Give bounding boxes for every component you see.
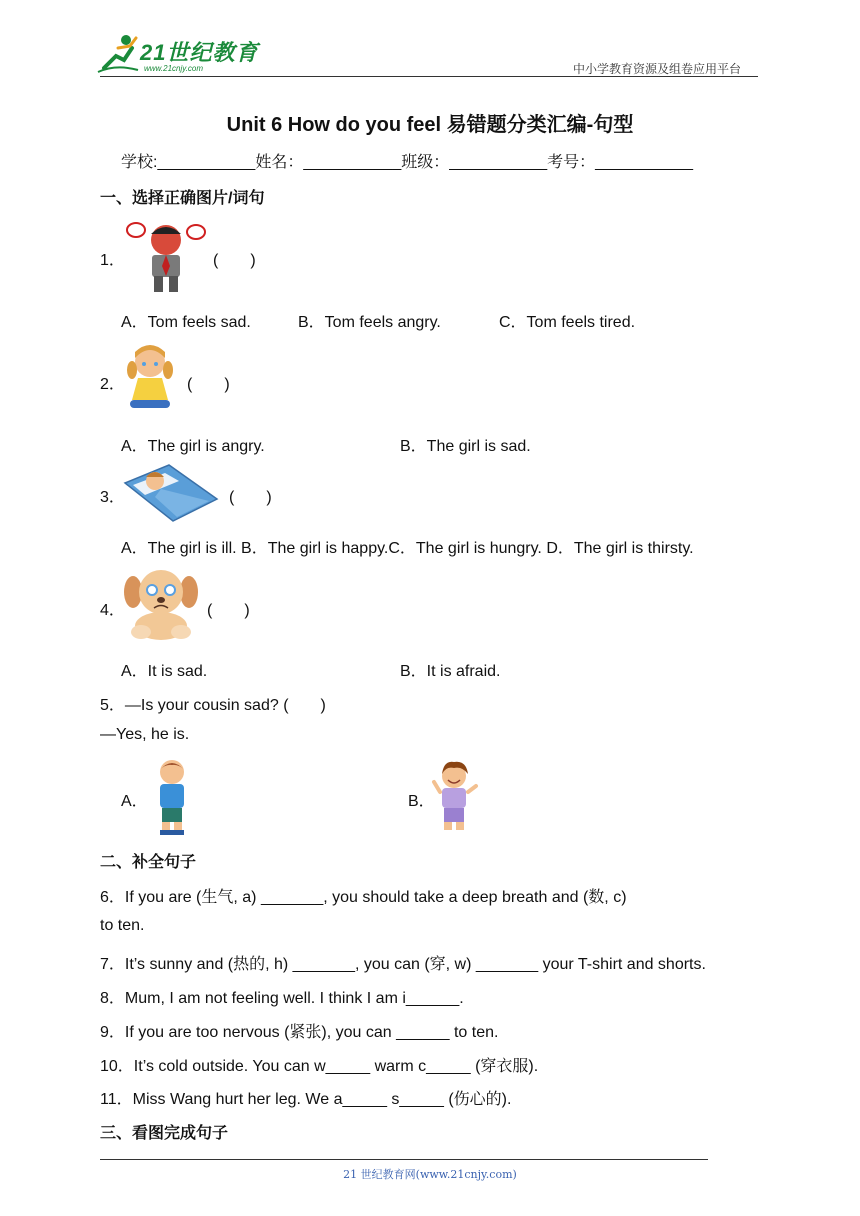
q2-answer-blank[interactable]: ( ) (187, 376, 230, 393)
section-2-heading: 二、补全句子 (100, 854, 197, 871)
crying-girl-icon (124, 342, 180, 414)
q2-number: 2． (100, 376, 125, 393)
q7[interactable]: 7．It’s sunny and (热的, h) _______, you can (穿, w) _______ your T-shirt and shorts. (100, 956, 706, 973)
logo-runner-icon (96, 34, 140, 76)
q4-option-a[interactable]: A．It is sad. (121, 663, 208, 680)
q3-answer-blank[interactable]: ( ) (229, 489, 272, 506)
q1-option-c[interactable]: C．Tom feels tired. (499, 314, 636, 331)
header-divider (100, 76, 758, 77)
page-title: Unit 6 How do you feel 易错题分类汇编-句型 (226, 114, 634, 136)
footer-text: 21 世纪教育网(www.21cnjy.com) (343, 1168, 517, 1181)
q4-answer-blank[interactable]: ( ) (207, 602, 250, 619)
sad-boy-icon (151, 758, 193, 836)
q6-line-1[interactable]: 6．If you are (生气, a) _______, you should take a deep breath and (数, c) (100, 889, 627, 906)
q5-question: 5．—Is your cousin sad? ( ) (100, 697, 326, 714)
q1-answer-blank[interactable]: ( ) (213, 252, 256, 269)
q1-option-a[interactable]: A．Tom feels sad. (121, 314, 251, 331)
sad-dog-icon (121, 566, 201, 642)
q5-option-b-label[interactable]: B． (408, 793, 435, 810)
q9[interactable]: 9．If you are too nervous (紧张), you can ______ to ten. (100, 1024, 499, 1041)
q2-option-a[interactable]: A．The girl is angry. (121, 438, 265, 455)
q5-answer: —Yes, he is. (100, 726, 190, 743)
q4-number: 4． (100, 602, 125, 619)
q6-line-2: to ten. (100, 917, 145, 934)
q10[interactable]: 10．It’s cold outside. You can w_____ warm c_____ (穿衣服). (100, 1058, 539, 1075)
angry-man-icon (124, 218, 208, 294)
q2-option-b[interactable]: B．The girl is sad. (400, 438, 531, 455)
q11[interactable]: 11．Miss Wang hurt her leg. We a_____ s_____ (伤心的). (100, 1091, 512, 1108)
q1-option-b[interactable]: B．Tom feels angry. (298, 314, 441, 331)
site-logo (96, 34, 266, 76)
q5-option-a-label[interactable]: A． (121, 793, 148, 810)
sick-girl-icon (121, 459, 219, 525)
section-1-heading: 一、选择正确图片/词句 (100, 190, 265, 207)
q1-number: 1． (100, 252, 125, 269)
q8[interactable]: 8．Mum, I am not feeling well. I think I am i______. (100, 990, 464, 1007)
q3-options[interactable]: A．The girl is ill. B．The girl is happy.C．The girl is hungry. D．The girl is thirsty. (121, 540, 694, 557)
footer-divider (100, 1159, 708, 1160)
logo-url: www.21cnjy.com (144, 64, 203, 73)
header-platform-text: 中小学教育资源及组卷应用平台 (573, 62, 742, 76)
happy-boy-icon (432, 760, 480, 832)
student-info-line: 学校:___________姓名：___________班级：___________考号：___________ (121, 154, 693, 171)
q4-option-b[interactable]: B．It is afraid. (400, 663, 501, 680)
logo-name: 21世纪教育 (140, 40, 259, 65)
section-3-heading: 三、看图完成句子 (100, 1125, 229, 1142)
q3-number: 3． (100, 489, 125, 506)
